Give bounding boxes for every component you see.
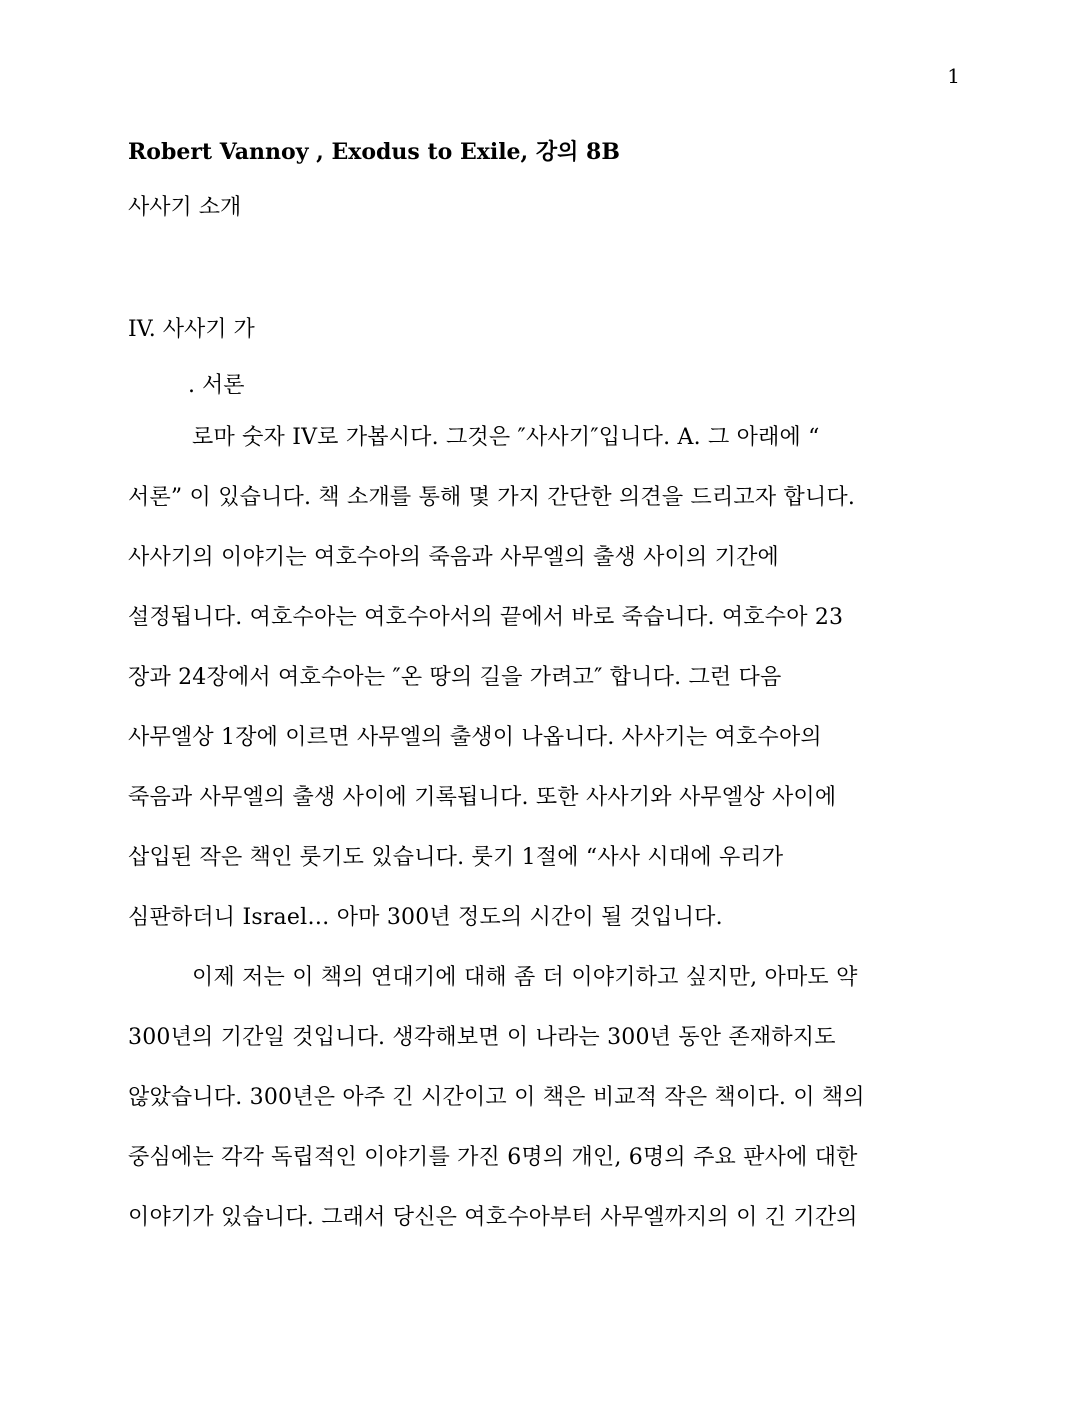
paragraph-line: 설정됩니다. 여호수아는 여호수아서의 끝에서 바로 죽습니다. 여호수아 23: [128, 605, 844, 630]
section-heading: IV. 사사기 가: [128, 317, 255, 342]
document-body: [128, 130, 960, 1256]
paragraph-line: 서론” 이 있습니다. 책 소개를 통해 몇 가지 간단한 의견을 드리고자 합니다.: [128, 485, 856, 510]
paragraph-line: 장과 24장에서 여호수아는 ″온 땅의 길을 가려고″ 합니다. 그런 다음: [128, 665, 782, 690]
subsection-heading: . 서론: [188, 373, 245, 398]
paragraph-line: 300년의 기간일 것입니다. 생각해보면 이 나라는 300년 동안 존재하지도: [128, 1025, 836, 1050]
paragraph-line: 이야기가 있습니다. 그래서 당신은 여호수아부터 사무엘까지의 이 긴 기간의: [128, 1205, 858, 1230]
paragraph-line: 사사기의 이야기는 여호수아의 죽음과 사무엘의 출생 사이의 기간에: [128, 545, 780, 570]
paragraph-2: [128, 956, 960, 1256]
paragraph-line: 사무엘상 1장에 이르면 사무엘의 출생이 나옵니다. 사사기는 여호수아의: [128, 725, 822, 750]
paragraph-line: 중심에는 각각 독립적인 이야기를 가진 6명의 개인, 6명의 주요 판사에 대한: [128, 1145, 858, 1170]
paragraph-line: 삽입된 작은 책인 룻기도 있습니다. 룻기 1절에 “사사 시대에 우리가: [128, 845, 784, 870]
paragraph-1: [128, 416, 960, 956]
paragraph-line: 심판하더니 Israel… 아마 300년 정도의 시간이 될 것입니다.: [128, 905, 723, 930]
document-title: Robert Vannoy , Exodus to Exile, 강의 8B: [128, 139, 620, 165]
paragraph-line: 로마 숫자 IV로 가봅시다. 그것은 ″사사기″입니다. A. 그 아래에 “: [192, 425, 820, 450]
paragraph-line: 죽음과 사무엘의 출생 사이에 기록됩니다. 또한 사사기와 사무엘상 사이에: [128, 785, 837, 810]
document-subtitle: 사사기 소개: [128, 195, 242, 220]
page-number: 1: [947, 64, 960, 88]
paragraph-line: 않았습니다. 300년은 아주 긴 시간이고 이 책은 비교적 작은 책이다. 이 책의: [128, 1085, 865, 1110]
paragraph-line: 이제 저는 이 책의 연대기에 대해 좀 더 이야기하고 싶지만, 아마도 약: [192, 965, 858, 990]
